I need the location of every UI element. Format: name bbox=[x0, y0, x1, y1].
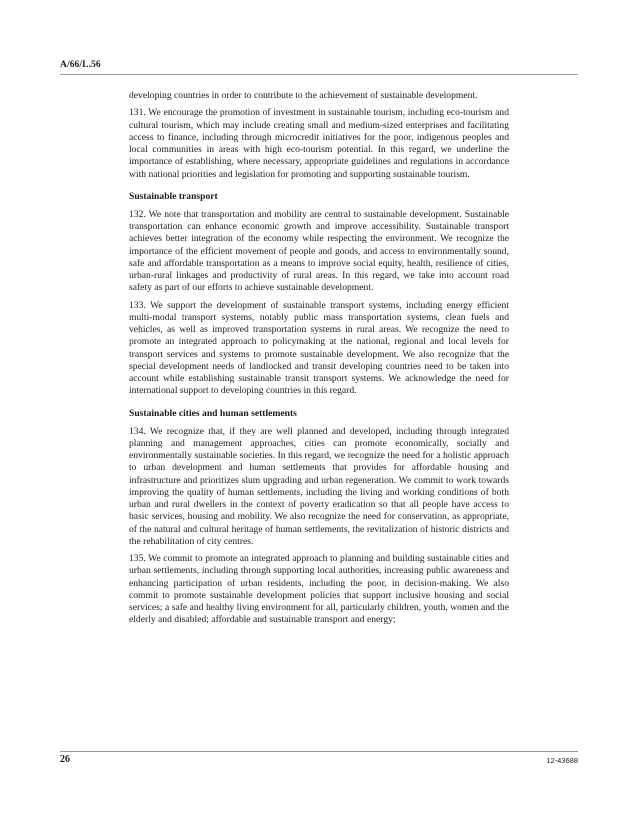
heading-sustainable-cities: Sustainable cities and human settlements bbox=[129, 407, 297, 419]
paragraph-131: 131. We encourage the promotion of investment in sustainable tourism, including eco-tourism and cultural tourism, which may include creating small and medium-sized enterprises and facilitating access to finance, including through microcredit initiatives for the poor, indigenous peoples and local communities in areas with high eco-tourism potential. In this regard, we underline the importance of establishing, where necessary, appropriate guidelines and regulations in accordance with national priorities and legislation for promoting and supporting sustainable tourism. bbox=[129, 107, 509, 180]
paragraph-133: 133. We support the development of sustainable transport systems, including energy efficient multi-modal transport systems, notably public mass transportation systems, clean fuels and vehicles, as well as improved transportation systems in rural areas. We recognize the need to promote an integrated approach to policymaking at the national, regional and local levels for transport services and systems to promote sustainable development. We also recognize that the special development needs of landlocked and transit developing countries need to be taken into account while establishing sustainable transit transport systems. We acknowledge the need for international support to developing countries in this regard. bbox=[129, 299, 509, 397]
document-symbol: A/66/L.56 bbox=[60, 60, 101, 70]
document-code: 12-43688 bbox=[546, 756, 578, 765]
paragraph-continuation: developing countries in order to contribute to the achievement of sustainable development. bbox=[129, 90, 478, 101]
paragraph-135: 135. We commit to promote an integrated approach to planning and building sustainable cities and urban settlements, including through supporting local authorities, increasing public awareness and enhancing participation of urban residents, including the poor, in decision-making. We also commit to promote sustainable development policies that support inclusive housing and social services; a safe and healthy living environment for all, particularly children, youth, women and the elderly and disabled; affordable and sustainable transport and energy; bbox=[129, 553, 509, 626]
document-body bbox=[129, 90, 509, 632]
heading-sustainable-transport: Sustainable transport bbox=[129, 190, 218, 202]
header-divider bbox=[60, 74, 578, 75]
footer-divider bbox=[60, 751, 578, 752]
paragraph-134: 134. We recognize that, if they are well planned and developed, including through integrated planning and management approaches, cities can promote economically, socially and environmentally sustainable societies. In this regard, we recognize the need for a holistic approach to urban development and human settlements that provides for affordable housing and infrastructure and prioritizes slum upgrading and urban regeneration. We commit to work towards improving the quality of human settlements, including the living and working conditions of both urban and rural dwellers in the context of poverty eradication so that all people have access to basic services, housing and mobility. We also recognize the need for conservation, as appropriate, of the natural and cultural heritage of human settlements, the revitalization of historic districts and the rehabilitation of city centres. bbox=[129, 425, 509, 547]
page-number: 26 bbox=[60, 754, 70, 765]
paragraph-132: 132. We note that transportation and mobility are central to sustainable development. Sustainable transportation can enhance economic growth and improve accessibility. Sustainable transport achieves better integration of the economy while respecting the environment. We recognize the importance of the efficient movement of people and goods, and access to environmentally sound, safe and affordable transportation as a means to improve social equity, health, resilience of cities, urban-rural linkages and productivity of rural areas. In this regard, we take into account road safety as part of our efforts to achieve sustainable development. bbox=[129, 208, 509, 294]
